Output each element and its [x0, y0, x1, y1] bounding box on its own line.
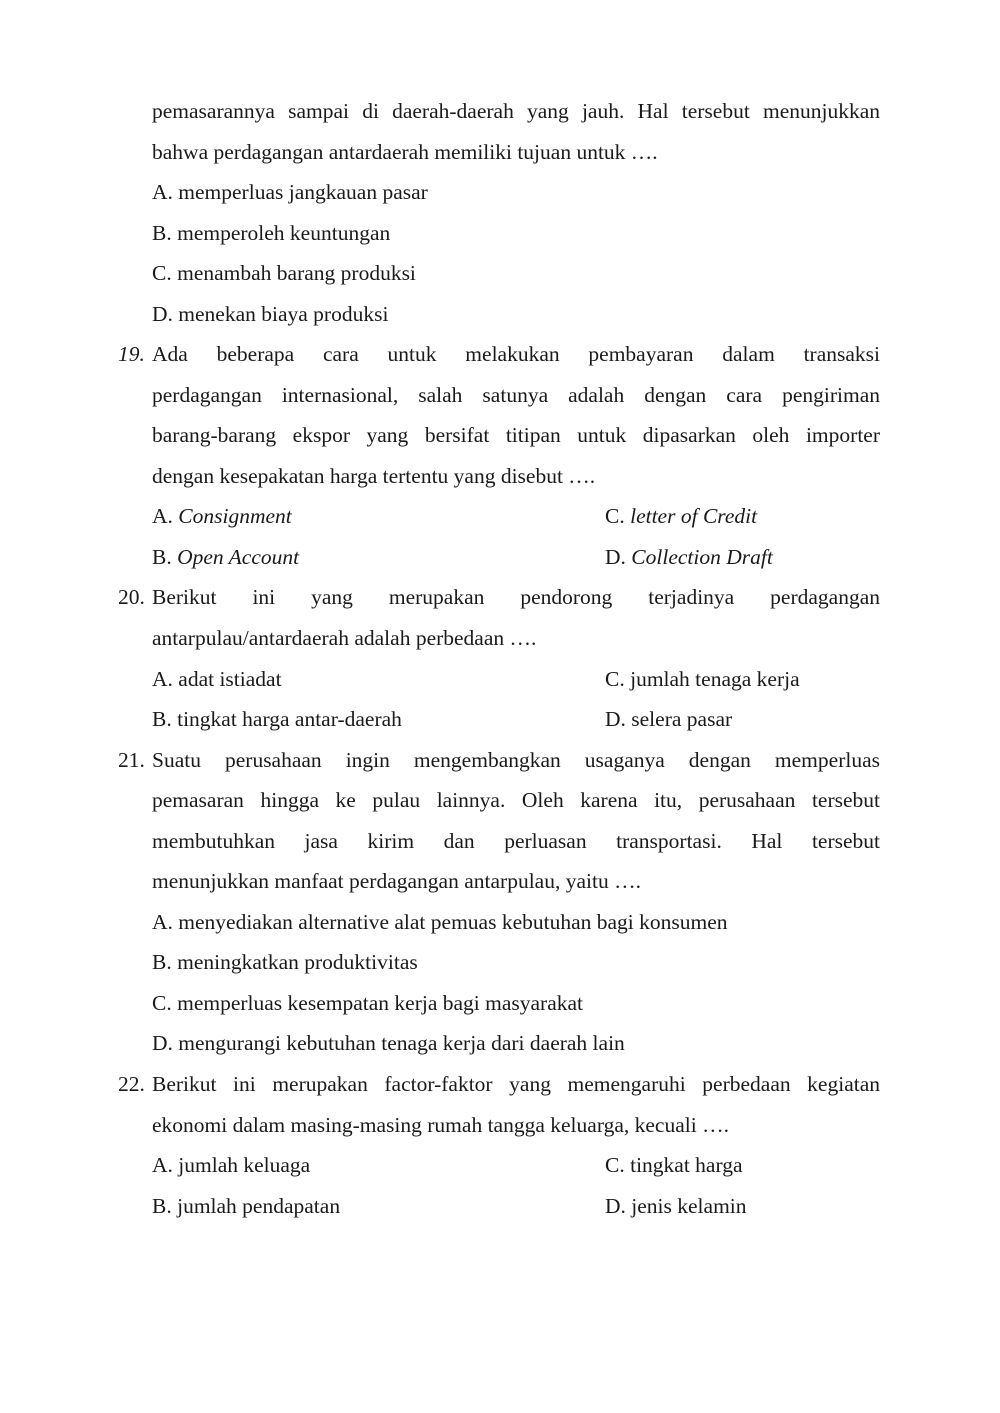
option-d: D. selera pasar [605, 707, 733, 731]
option-c [605, 501, 757, 531]
option-a: A. adat istiadat [152, 667, 282, 691]
option-letter: A. [152, 504, 179, 528]
question-number: 22. [118, 1072, 145, 1096]
option-c: C. jumlah tenaga kerja [605, 667, 800, 691]
option-a: A. memperluas jangkauan pasar [152, 180, 428, 204]
option-c: C. menambah barang produksi [152, 261, 416, 285]
option-c: C. memperluas kesempatan kerja bagi masyarakat [152, 991, 584, 1015]
option-b: B. memperoleh keuntungan [152, 221, 391, 245]
option-text: Collection Draft [631, 545, 773, 569]
option-letter: C. [605, 504, 631, 528]
question-text-line: barang-barang ekspor yang bersifat titipan untuk dipasarkan oleh importer [152, 423, 880, 447]
option-text: Consignment [178, 504, 292, 528]
option-d: D. mengurangi kebutuhan tenaga kerja dari daerah lain [152, 1031, 625, 1055]
question-text-line: perdagangan internasional, salah satunya adalah dengan cara pengiriman [152, 383, 880, 407]
option-text: Open Account [177, 545, 300, 569]
question-text-line: membutuhkan jasa kirim dan perluasan transportasi. Hal tersebut [152, 829, 880, 853]
option-d: D. jenis kelamin [605, 1194, 747, 1218]
question-number: 20. [118, 585, 145, 609]
question-text-line: ekonomi dalam masing-masing rumah tangga keluarga, kecuali …. [152, 1113, 729, 1137]
question-text-line: bahwa perdagangan antardaerah memiliki tujuan untuk …. [152, 140, 658, 164]
option-b: B. jumlah pendapatan [152, 1194, 341, 1218]
question-text-line: Ada beberapa cara untuk melakukan pembayaran dalam transaksi [152, 342, 880, 366]
option-letter: B. [152, 545, 178, 569]
option-c: C. tingkat harga [605, 1153, 743, 1177]
question-text-line: antarpulau/antardaerah adalah perbedaan …. [152, 626, 537, 650]
option-a [152, 501, 292, 531]
question-text-line: dengan kesepakatan harga tertentu yang disebut …. [152, 464, 596, 488]
option-d [605, 542, 773, 572]
question-text-line: pemasaran hingga ke pulau lainnya. Oleh karena itu, perusahaan tersebut [152, 788, 880, 812]
question-text-line: menunjukkan manfaat perdagangan antarpulau, yaitu …. [152, 869, 641, 893]
question-text-line: Berikut ini merupakan factor-faktor yang memengaruhi perbedaan kegiatan [152, 1072, 880, 1096]
option-a: A. menyediakan alternative alat pemuas kebutuhan bagi konsumen [152, 910, 728, 934]
option-b: B. tingkat harga antar-daerah [152, 707, 402, 731]
question-text-line: Suatu perusahaan ingin mengembangkan usaganya dengan memperluas [152, 748, 880, 772]
option-text: letter of Credit [630, 504, 758, 528]
option-a: A. jumlah keluaga [152, 1153, 311, 1177]
option-b [152, 542, 299, 572]
question-number: 19. [118, 342, 145, 366]
question-number: 21. [118, 748, 145, 772]
question-text-line: pemasarannya sampai di daerah-daerah yang jauh. Hal tersebut menunjukkan [152, 99, 880, 123]
option-d: D. menekan biaya produksi [152, 302, 389, 326]
option-letter: D. [605, 545, 632, 569]
option-b: B. meningkatkan produktivitas [152, 950, 418, 974]
question-text-line: Berikut ini yang merupakan pendorong terjadinya perdagangan [152, 585, 880, 609]
